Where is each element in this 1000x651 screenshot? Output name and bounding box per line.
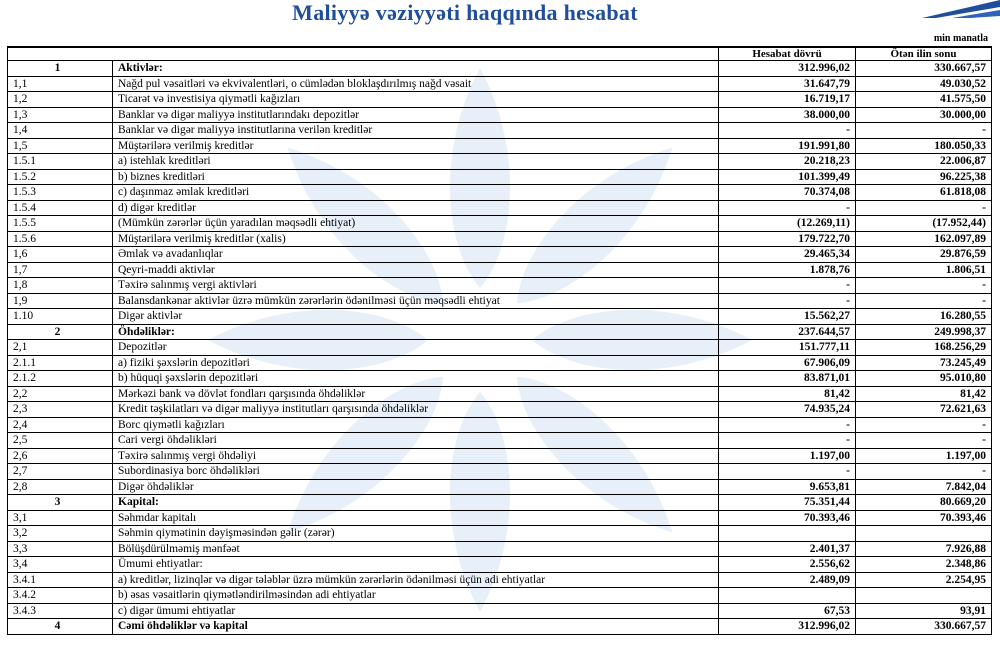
table-row <box>8 557 992 573</box>
value-previous: 81,42 <box>856 386 992 402</box>
value-previous: 73.245,49 <box>856 355 992 371</box>
row-number: 1,2 <box>8 92 113 108</box>
table-row <box>8 448 992 464</box>
value-current: 237.644,57 <box>719 324 856 340</box>
value-current: 2.556,62 <box>719 557 856 573</box>
row-label: a) istehlak kreditləri <box>113 154 719 170</box>
table-row <box>8 510 992 526</box>
table-row <box>8 293 992 309</box>
value-current: 67.906,09 <box>719 355 856 371</box>
value-previous: 2.348,86 <box>856 557 992 573</box>
value-current: 20.218,23 <box>719 154 856 170</box>
value-previous <box>856 588 992 604</box>
row-label: Qeyri-maddi aktivlər <box>113 262 719 278</box>
row-label: Banklar və digər maliyyə institutlarındakı depozitlər <box>113 107 719 123</box>
table-row <box>8 603 992 619</box>
value-previous: 330.667,57 <box>856 61 992 77</box>
value-current: 81,42 <box>719 386 856 402</box>
value-current: (12.269,11) <box>719 216 856 232</box>
value-current: 75.351,44 <box>719 495 856 511</box>
row-label: Təxirə salınmış vergi aktivləri <box>113 278 719 294</box>
value-current: - <box>719 433 856 449</box>
value-previous: 330.667,57 <box>856 619 992 635</box>
table-row <box>8 526 992 542</box>
row-number: 3.4.1 <box>8 572 113 588</box>
value-previous: 80.669,20 <box>856 495 992 511</box>
row-number: 2,4 <box>8 417 113 433</box>
row-label: Ümumi ehtiyatlar: <box>113 557 719 573</box>
financial-position-table <box>7 46 992 635</box>
row-number: 3.4.2 <box>8 588 113 604</box>
table-row <box>8 464 992 480</box>
value-current: 191.991,80 <box>719 138 856 154</box>
header-current-period: Hesabat dövrü <box>719 47 856 61</box>
table-row <box>8 324 992 340</box>
row-number: 2 <box>8 324 113 340</box>
table-row <box>8 262 992 278</box>
value-previous: - <box>856 278 992 294</box>
table-row <box>8 247 992 263</box>
row-label: Öhdəliklər: <box>113 324 719 340</box>
value-current: 70.393,46 <box>719 510 856 526</box>
value-current: 2.489,09 <box>719 572 856 588</box>
value-current: - <box>719 293 856 309</box>
row-label: Balansdankənar aktivlər üzrə mümkün zərərlərin ödənilməsi üçün məqsədli ehtiyat <box>113 293 719 309</box>
value-previous: - <box>856 433 992 449</box>
row-label: Mərkəzi bank və dövlət fondları qarşısında öhdəliklər <box>113 386 719 402</box>
table-row <box>8 154 992 170</box>
table-row <box>8 138 992 154</box>
table-row <box>8 76 992 92</box>
value-previous: 7.926,88 <box>856 541 992 557</box>
row-label: Nağd pul vəsaitləri və ekvivalentləri, o cümlədən bloklaşdırılmış nağd vəsait <box>113 76 719 92</box>
row-number: 1,8 <box>8 278 113 294</box>
value-previous: 29.876,59 <box>856 247 992 263</box>
row-number: 1.5.6 <box>8 231 113 247</box>
row-label: Depozitlər <box>113 340 719 356</box>
row-number: 2.1.2 <box>8 371 113 387</box>
row-label: c) daşınmaz əmlak kreditləri <box>113 185 719 201</box>
table-row <box>8 185 992 201</box>
value-current: 29.465,34 <box>719 247 856 263</box>
value-previous: - <box>856 200 992 216</box>
value-previous: 93,91 <box>856 603 992 619</box>
row-label: Digər aktivlər <box>113 309 719 325</box>
value-previous: 1.806,51 <box>856 262 992 278</box>
row-label: b) biznes kreditləri <box>113 169 719 185</box>
row-label: Digər öhdəliklər <box>113 479 719 495</box>
value-previous: 180.050,33 <box>856 138 992 154</box>
table-row <box>8 216 992 232</box>
value-previous: - <box>856 293 992 309</box>
row-label: Əmlak və avadanlıqlar <box>113 247 719 263</box>
row-label: Təxirə salınmış vergi öhdəliyi <box>113 448 719 464</box>
table-row <box>8 340 992 356</box>
value-previous: (17.952,44) <box>856 216 992 232</box>
row-number: 2,8 <box>8 479 113 495</box>
row-number: 2,2 <box>8 386 113 402</box>
row-label: Cari vergi öhdəlikləri <box>113 433 719 449</box>
row-number: 1,6 <box>8 247 113 263</box>
row-label: b) hüquqi şəxslərin depozitləri <box>113 371 719 387</box>
row-number: 3,2 <box>8 526 113 542</box>
table-row <box>8 402 992 418</box>
value-current: 312.996,02 <box>719 619 856 635</box>
unit-note: min manatla <box>933 33 988 44</box>
value-current: 101.399,49 <box>719 169 856 185</box>
row-number: 2,3 <box>8 402 113 418</box>
row-label: Müştərilərə verilmiş kreditlər <box>113 138 719 154</box>
table-row <box>8 417 992 433</box>
bank-logo-icon <box>922 0 1000 18</box>
row-label: Borc qiymətli kağızları <box>113 417 719 433</box>
row-number: 1,9 <box>8 293 113 309</box>
value-previous: - <box>856 123 992 139</box>
table-row <box>8 309 992 325</box>
row-number: 1.5.4 <box>8 200 113 216</box>
row-label: Müştərilərə verilmiş kreditlər (xalis) <box>113 231 719 247</box>
value-current: 16.719,17 <box>719 92 856 108</box>
value-previous: 16.280,55 <box>856 309 992 325</box>
value-current: 74.935,24 <box>719 402 856 418</box>
row-number: 2.1.1 <box>8 355 113 371</box>
value-current: - <box>719 464 856 480</box>
row-label: Səhmin qiymətinin dəyişməsindən gəlir (zərər) <box>113 526 719 542</box>
table-row <box>8 92 992 108</box>
row-label: Bölüşdürülməmiş mənfəət <box>113 541 719 557</box>
table-row <box>8 200 992 216</box>
value-previous: 22.006,87 <box>856 154 992 170</box>
row-number: 1.5.5 <box>8 216 113 232</box>
table-row <box>8 231 992 247</box>
value-previous: 61.818,08 <box>856 185 992 201</box>
value-previous: 162.097,89 <box>856 231 992 247</box>
value-current: 83.871,01 <box>719 371 856 387</box>
row-number: 2,7 <box>8 464 113 480</box>
row-label: Aktivlər: <box>113 61 719 77</box>
row-label: Banklar və digər maliyyə institutlarına verilən kreditlər <box>113 123 719 139</box>
header-previous-period: Ötən ilin sonu <box>856 47 992 61</box>
value-previous <box>856 526 992 542</box>
table-row <box>8 619 992 635</box>
value-current: 1.197,00 <box>719 448 856 464</box>
table-row <box>8 278 992 294</box>
row-number: 3,1 <box>8 510 113 526</box>
row-number: 1.5.2 <box>8 169 113 185</box>
row-number: 3.4.3 <box>8 603 113 619</box>
page-title: Maliyyə vəziyyəti haqqında hesabat <box>292 0 638 25</box>
row-number: 1,3 <box>8 107 113 123</box>
value-current: 38.000,00 <box>719 107 856 123</box>
row-label: Kapital: <box>113 495 719 511</box>
value-current: 179.722,70 <box>719 231 856 247</box>
value-current: 2.401,37 <box>719 541 856 557</box>
value-current: 31.647,79 <box>719 76 856 92</box>
row-number: 1.10 <box>8 309 113 325</box>
value-current: - <box>719 200 856 216</box>
table-row <box>8 479 992 495</box>
row-label: Səhmdar kapitalı <box>113 510 719 526</box>
value-previous: 70.393,46 <box>856 510 992 526</box>
value-previous: 168.256,29 <box>856 340 992 356</box>
value-previous: 1.197,00 <box>856 448 992 464</box>
value-current: 1.878,76 <box>719 262 856 278</box>
table-row <box>8 572 992 588</box>
row-label: Kredit təşkilatları və digər maliyyə institutları qarşısında öhdəliklər <box>113 402 719 418</box>
value-previous: - <box>856 464 992 480</box>
row-label: b) əsas vəsaitlərin qiymətləndirilməsindən adi ehtiyatlar <box>113 588 719 604</box>
value-current <box>719 588 856 604</box>
value-previous: 41.575,50 <box>856 92 992 108</box>
value-current: 9.653,81 <box>719 479 856 495</box>
value-previous: 72.621,63 <box>856 402 992 418</box>
table-row <box>8 588 992 604</box>
value-current: - <box>719 417 856 433</box>
value-previous: 95.010,80 <box>856 371 992 387</box>
table-row <box>8 169 992 185</box>
value-previous: 96.225,38 <box>856 169 992 185</box>
table-row <box>8 386 992 402</box>
value-current: 67,53 <box>719 603 856 619</box>
value-current: - <box>719 278 856 294</box>
value-previous: - <box>856 417 992 433</box>
row-number: 1,4 <box>8 123 113 139</box>
table-header-row <box>8 47 992 61</box>
row-number: 3,3 <box>8 541 113 557</box>
row-label: Ticarət və investisiya qiymətli kağızları <box>113 92 719 108</box>
value-current <box>719 526 856 542</box>
table-row <box>8 107 992 123</box>
value-current: - <box>719 123 856 139</box>
row-number: 2,5 <box>8 433 113 449</box>
value-previous: 49.030,52 <box>856 76 992 92</box>
table-row <box>8 433 992 449</box>
value-current: 151.777,11 <box>719 340 856 356</box>
row-number: 1,7 <box>8 262 113 278</box>
row-number: 2,1 <box>8 340 113 356</box>
row-label: d) digər kreditlər <box>113 200 719 216</box>
row-number: 3,4 <box>8 557 113 573</box>
value-previous: 2.254,95 <box>856 572 992 588</box>
row-label: a) fiziki şəxslərin depozitləri <box>113 355 719 371</box>
row-number: 4 <box>8 619 113 635</box>
table-row <box>8 541 992 557</box>
row-number: 1.5.3 <box>8 185 113 201</box>
row-label: Cəmi öhdəliklər və kapital <box>113 619 719 635</box>
row-number: 1 <box>8 61 113 77</box>
table-row <box>8 371 992 387</box>
value-previous: 7.842,04 <box>856 479 992 495</box>
value-current: 70.374,08 <box>719 185 856 201</box>
row-label: c) digər ümumi ehtiyatlar <box>113 603 719 619</box>
value-current: 15.562,27 <box>719 309 856 325</box>
table-row <box>8 495 992 511</box>
header-blank-cell <box>8 47 719 61</box>
value-previous: 30.000,00 <box>856 107 992 123</box>
value-previous: 249.998,37 <box>856 324 992 340</box>
table-row <box>8 123 992 139</box>
row-number: 2,6 <box>8 448 113 464</box>
row-number: 3 <box>8 495 113 511</box>
row-label: (Mümkün zərərlər üçün yaradılan məqsədli ehtiyat) <box>113 216 719 232</box>
row-number: 1,5 <box>8 138 113 154</box>
table-row <box>8 355 992 371</box>
row-number: 1,1 <box>8 76 113 92</box>
value-current: 312.996,02 <box>719 61 856 77</box>
row-label: Subordinasiya borc öhdəlikləri <box>113 464 719 480</box>
row-number: 1.5.1 <box>8 154 113 170</box>
table-body <box>8 61 992 635</box>
table-row <box>8 61 992 77</box>
row-label: a) kreditlər, lizinqlər və digər tələblər üzrə mümkün zərərlərin ödənilməsi üçün adi ehtiyatlar <box>113 572 719 588</box>
